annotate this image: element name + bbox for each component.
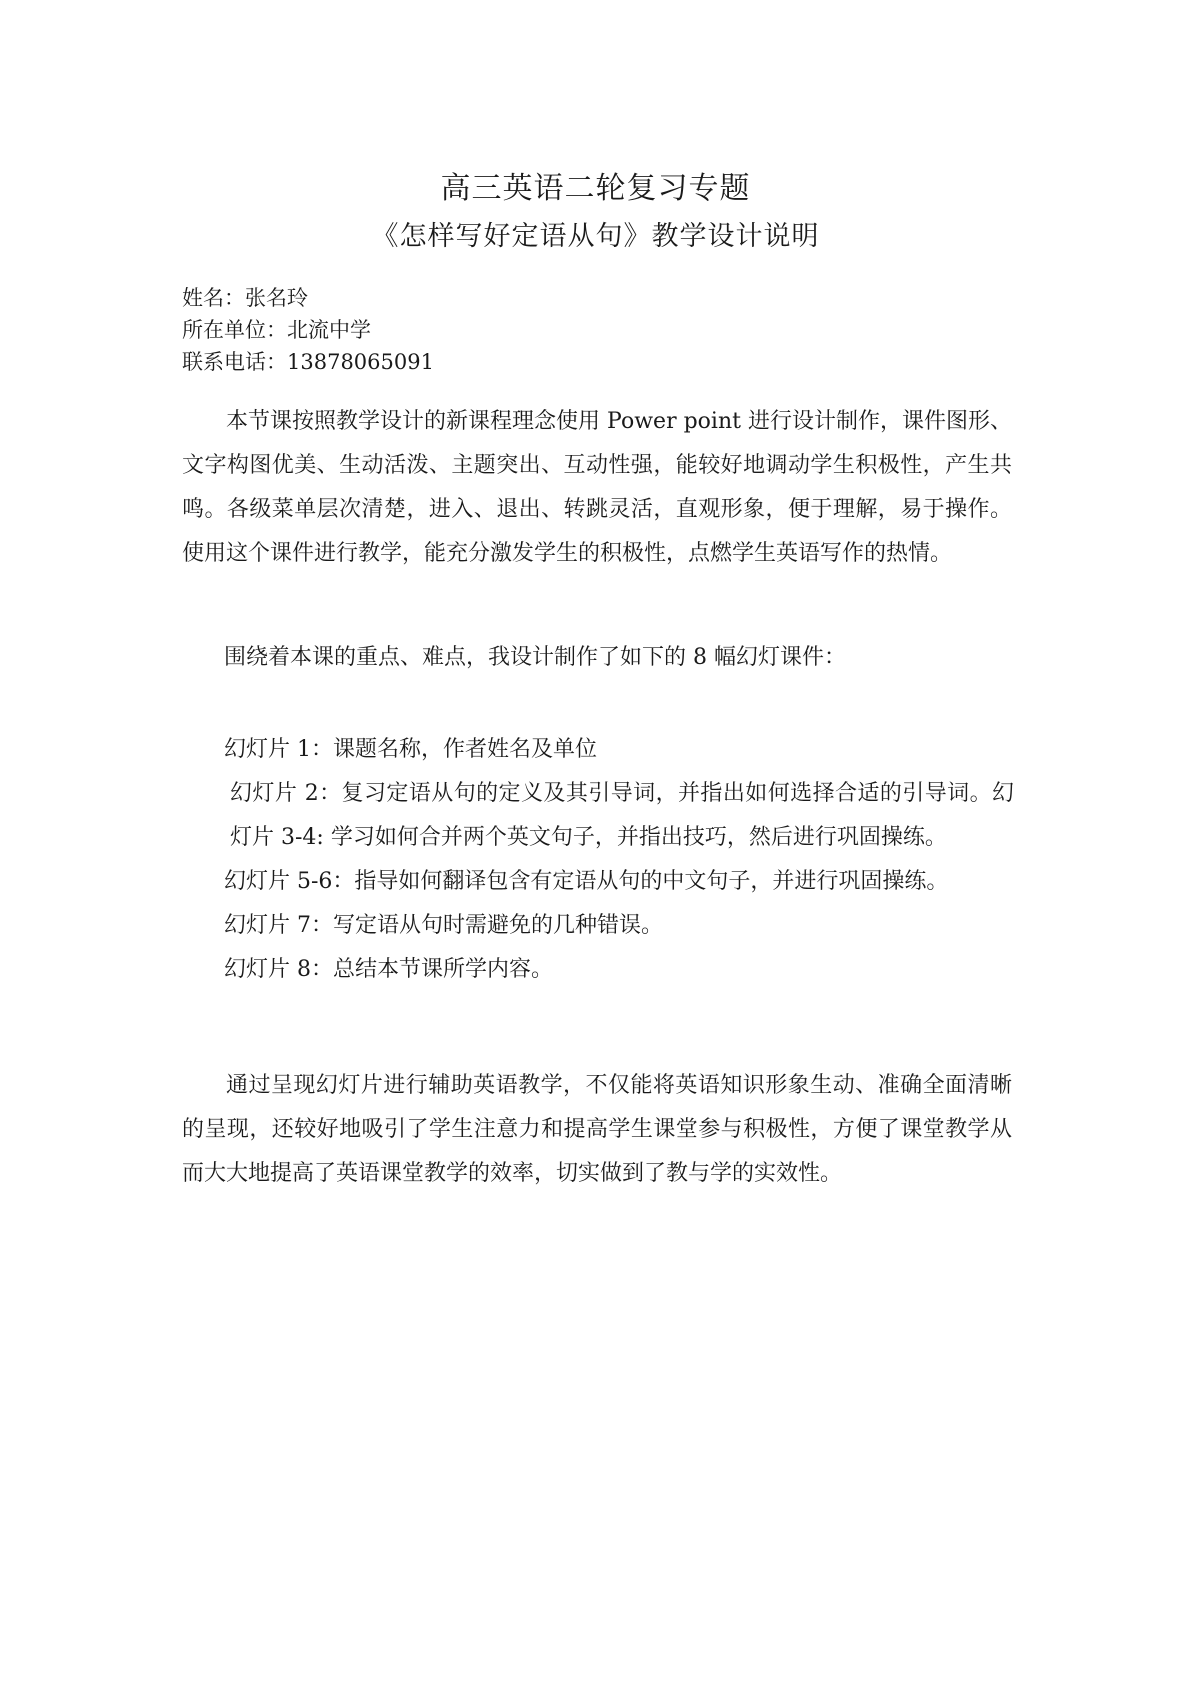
slide-item: 幻灯片 8：总结本节课所学内容。	[224, 957, 553, 982]
document-title: 高三英语二轮复习专题	[440, 171, 751, 206]
document-subtitle: 《怎样写好定语从句》教学设计说明	[371, 221, 820, 252]
slide-item: 幻灯片 5-6：指导如何翻译包含有定语从句的中文句子，并进行巩固操练。	[224, 869, 949, 894]
author-info	[182, 282, 434, 378]
slides-list	[224, 728, 1014, 992]
slide-item: 幻灯片 1：课题名称，作者姓名及单位	[224, 737, 597, 762]
slide-item: 幻灯片 7：写定语从句时需避免的几种错误。	[224, 913, 663, 938]
conclusion-paragraph: 通过呈现幻灯片进行辅助英语教学，不仅能将英语知识形象生动、准确全面清晰的呈现，还较好地吸引了学生注意力和提高学生课堂参与积极性，方便了课堂教学从而大大地提高了英语课堂教学的效率，切实做到了教与学的实效性。	[182, 1073, 1012, 1186]
intro-paragraph: 本节课按照教学设计的新课程理念使用 Power point 进行设计制作，课件图形、文字构图优美、生动活泼、主题突出、互动性强，能较好地调动学生积极性，产生共鸣。各级菜单层次清楚，进入、退出、转跳灵活，直观形象，便于理解，易于操作。使用这个课件进行教学，能充分激发学生的积极性，点燃学生英语写作的热情。	[182, 409, 1012, 566]
slides-intro-paragraph: 围绕着本课的重点、难点，我设计制作了如下的 8 幅幻灯课件：	[224, 645, 846, 670]
author-unit: 所在单位：北流中学	[182, 318, 371, 342]
author-phone: 联系电话：13878065091	[182, 350, 434, 374]
author-name: 姓名：张名玲	[182, 286, 308, 310]
slide-item: 幻灯片 2：复习定语从句的定义及其引导词，并指出如何选择合适的引导词。幻灯片 3-4: 学习如何合并两个英文句子，并指出技巧，然后进行巩固操练。	[230, 781, 1014, 850]
